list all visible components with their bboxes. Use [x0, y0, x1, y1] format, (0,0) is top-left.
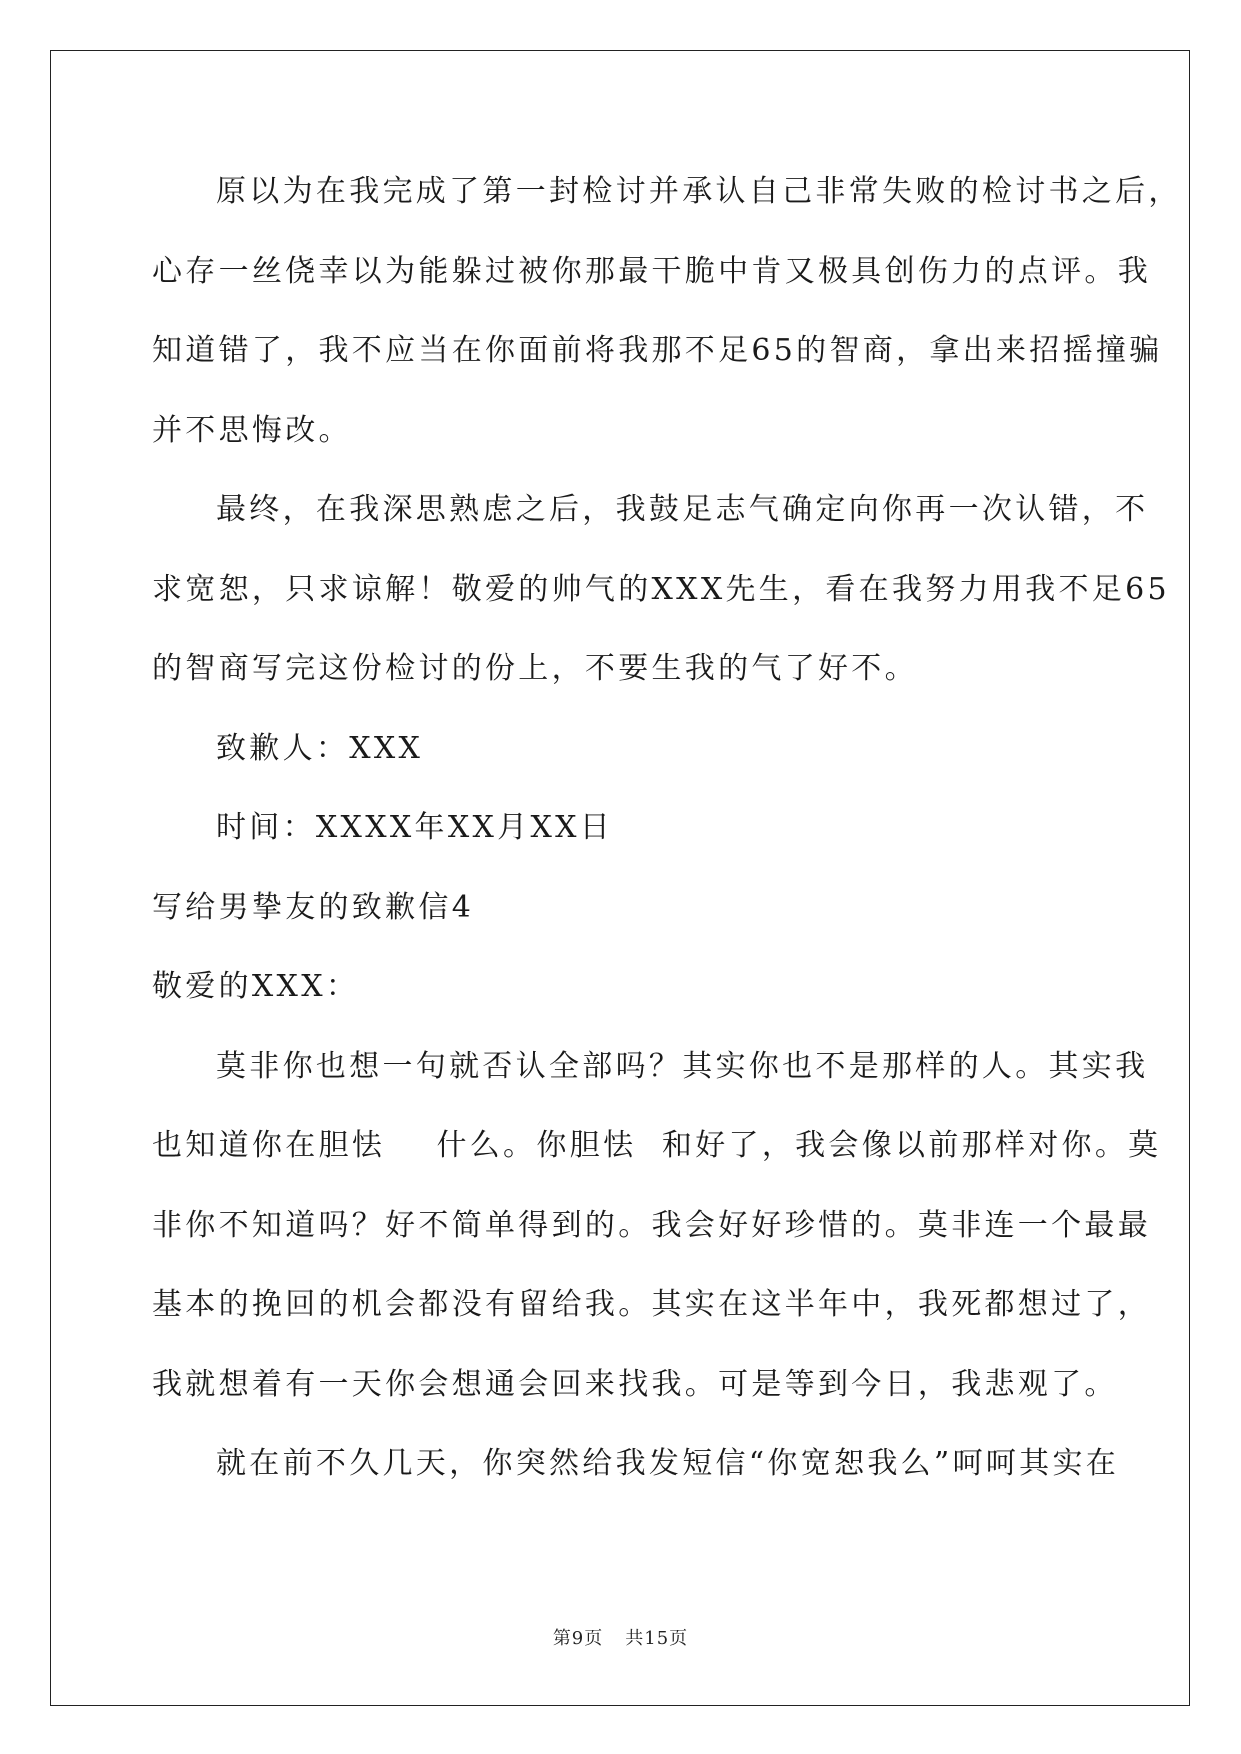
apologizer-line: 致歉人：XXX: [216, 730, 424, 766]
page-footer: [0, 1624, 1241, 1650]
body-line: 求宽恕，只求谅解！敬爱的帅气的XXX先生，看在我努力用我不足65: [152, 571, 1170, 607]
body-line: 并不思悔改。: [152, 412, 352, 448]
body-line: 心存一丝侥幸以为能躲过被你那最干脆中肯又极具创伤力的点评。我: [152, 253, 1151, 289]
page-total: 共15页: [625, 1628, 689, 1649]
page-number: 第9页: [552, 1628, 604, 1649]
body-line: 我就想着有一天你会想通会回来找我。可是等到今日，我悲观了。: [152, 1366, 1118, 1402]
body-line: 就在前不久几天，你突然给我发短信“你宽恕我么”呵呵其实在: [216, 1446, 1120, 1481]
body-line: 知道错了，我不应当在你面前将我那不足65的智商，拿出来招摇撞骗: [152, 333, 1163, 368]
salutation: 敬爱的XXX：: [152, 969, 360, 1004]
body-line: 最终，在我深思熟虑之后，我鼓足志气确定向你再一次认错，不: [216, 492, 1149, 527]
document-body: [152, 162, 1182, 1514]
body-line: 的智商写完这份检讨的份上，不要生我的气了好不。: [152, 651, 918, 686]
date-line: 时间：XXXX年XX月XX日: [216, 810, 614, 845]
section-title: 写给男挚友的致歉信4: [152, 889, 475, 925]
body-line: 基本的挽回的机会都没有留给我。其实在这半年中，我死都想过了，: [152, 1287, 1151, 1322]
body-line: 莫非你也想一句就否认全部吗？其实你也不是那样的人。其实我: [216, 1048, 1149, 1084]
body-line: 原以为在我完成了第一封检讨并承认自己非常失败的检讨书之后，: [216, 174, 1182, 209]
body-line: 也知道你在胆怯 什么。你胆怯 和好了，我会像以前那样对你。莫: [152, 1128, 1162, 1163]
body-line: 非你不知道吗？好不简单得到的。我会好好珍惜的。莫非连一个最最: [152, 1207, 1151, 1243]
